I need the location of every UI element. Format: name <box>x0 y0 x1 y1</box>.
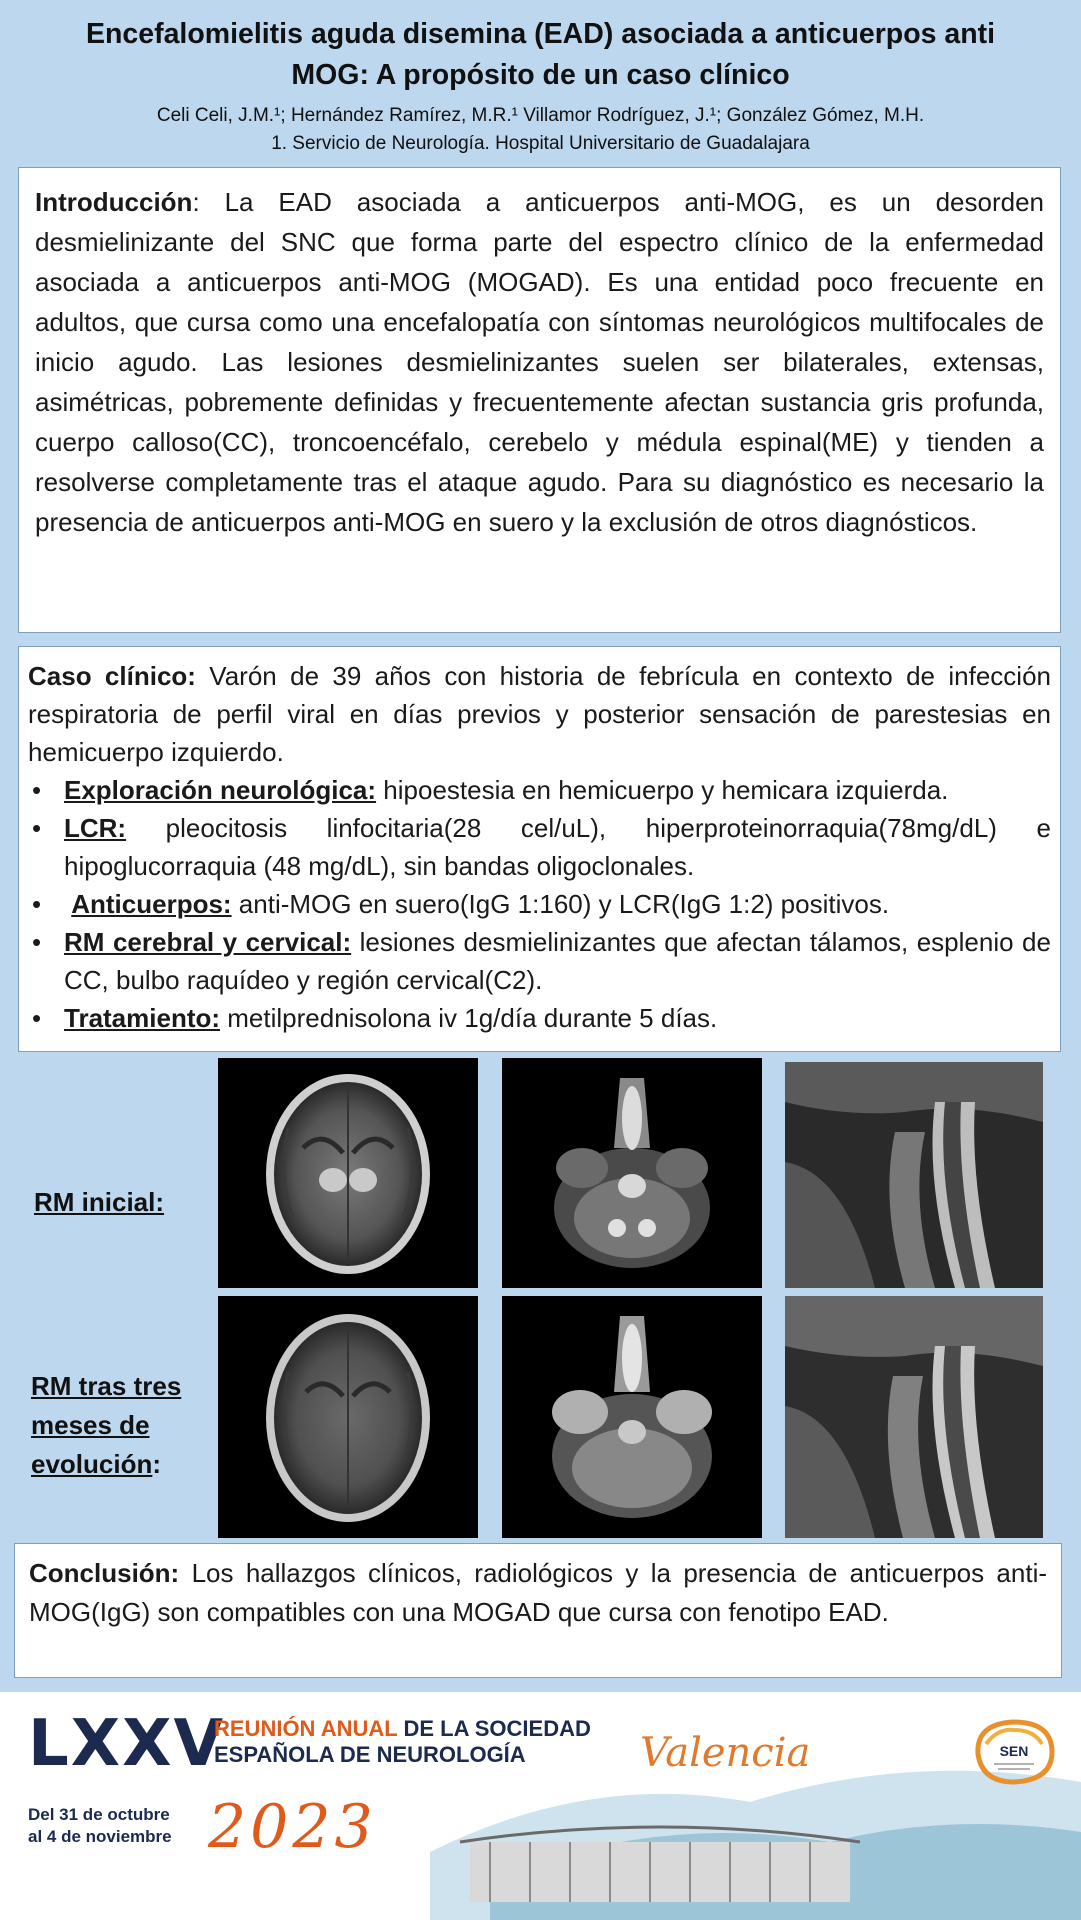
clinical-case-paragraph <box>28 657 1051 771</box>
mri-sagittal-cervical-followup <box>785 1296 1043 1538</box>
item-text: lesiones desmielinizantes que afectan tálamos, esplenio de CC, bulbo raquídeo y región cervical(C2). <box>64 927 1051 995</box>
sen-logo-icon <box>968 1714 1060 1788</box>
list-item <box>28 999 1051 1037</box>
item-label: Anticuerpos: <box>71 889 232 919</box>
meeting-dates: Del 31 de octubre al 4 de noviembre <box>28 1805 172 1846</box>
bullet: • <box>32 889 42 919</box>
mri-followup-label <box>31 1367 181 1484</box>
followup-line-3: evolución <box>31 1449 153 1479</box>
mri-axial-flair-initial <box>218 1058 478 1288</box>
mri-axial-t2-posterior-fossa-followup <box>502 1296 762 1538</box>
conclusion-text: Los hallazgos clínicos, radiológicos y la presencia de anticuerpos anti-MOG(IgG) son compatibles con una MOGAD que cursa con fenotipo EAD. <box>29 1558 1047 1627</box>
list-item <box>28 885 1051 923</box>
poster-title <box>20 14 1061 96</box>
introduction-label: Introducción <box>35 187 193 217</box>
conclusion-box <box>14 1543 1062 1678</box>
meeting-name-highlight: REUNIÓN ANUAL <box>214 1716 398 1741</box>
followup-colon: : <box>152 1449 162 1479</box>
item-text: hipoestesia en hemicuerpo y hemicara izquierda. <box>376 775 949 805</box>
posterior-fossa-image <box>502 1296 762 1538</box>
item-text: anti-MOG en suero(IgG 1:160) y LCR(IgG 1:2) positivos. <box>231 889 890 919</box>
bullet: • <box>32 927 42 957</box>
meeting-name-rest: DE LA SOCIEDAD <box>397 1716 591 1741</box>
edition-number: LXXV <box>28 1707 225 1781</box>
mri-axial-flair-followup <box>218 1296 478 1538</box>
svg-text:SEN: SEN <box>999 1743 1029 1759</box>
title-line-1: Encefalomielitis aguda disemina (EAD) asociada a anticuerpos anti <box>85 18 996 50</box>
cervical-spine-image <box>785 1062 1043 1288</box>
followup-line-1: RM tras tres <box>31 1371 182 1401</box>
cervical-spine-image <box>785 1296 1043 1538</box>
item-label: Exploración neurológica: <box>64 775 377 805</box>
affiliation: 1. Servicio de Neurología. Hospital Universitario de Guadalajara <box>271 133 810 154</box>
introduction-box <box>18 167 1061 633</box>
followup-line-2: meses de <box>31 1410 150 1440</box>
item-label: Tratamiento: <box>64 1003 221 1033</box>
clinical-case-box <box>18 646 1061 1052</box>
item-text: metilprednisolona iv 1g/día durante 5 días. <box>220 1003 718 1033</box>
clinical-case-label: Caso clínico: <box>28 661 196 691</box>
meeting-name <box>214 1716 591 1768</box>
meeting-year: 2023 <box>208 1792 377 1862</box>
list-item <box>28 923 1051 999</box>
bullet: • <box>32 813 42 843</box>
item-label: LCR: <box>64 813 127 843</box>
posterior-fossa-image <box>502 1058 762 1288</box>
brain-axial-image <box>218 1296 478 1538</box>
mri-axial-t2-posterior-fossa-initial <box>502 1058 762 1288</box>
mri-sagittal-cervical-initial <box>785 1062 1043 1288</box>
bullet: • <box>32 1003 42 1033</box>
conclusion-label: Conclusión: <box>29 1558 180 1588</box>
title-line-2: MOG: A propósito de un caso clínico <box>291 59 790 91</box>
clinical-findings-list <box>28 771 1051 1037</box>
conclusion-paragraph <box>29 1554 1047 1632</box>
brain-axial-image <box>218 1058 478 1288</box>
list-item <box>28 809 1051 885</box>
item-text: pleocitosis linfocitaria(28 cel/uL), hiperproteinorraquia(78mg/dL) e hipoglucorraquia (48 mg/dL), sin bandas oligoclonales. <box>64 813 1051 881</box>
authors: Celi Celi, J.M.¹; Hernández Ramírez, M.R.¹ Villamor Rodríguez, J.¹; González Gómez, M.H. <box>156 105 925 126</box>
list-item <box>28 771 1051 809</box>
introduction-paragraph <box>35 182 1044 542</box>
congress-banner <box>0 1692 1081 1920</box>
meeting-city: Valencia <box>640 1730 811 1776</box>
introduction-text: : La EAD asociada a anticuerpos anti-MOG, es un desorden desmielinizante del SNC que forma parte del espectro clínico de la enfermedad asociada a anticuerpos anti-MOG (MOGAD). Es una entidad poco frecuente en adultos, que cursa como una encefalopatía con síntomas neurológicos multifocales de inicio agudo. Las lesiones desmielinizantes suelen ser bilaterales, extensas, asimétricas, pobremente definidas y frecuentemente afectan sustancia gris profunda, cuerpo calloso(CC), troncoencéfalo, cerebelo y médula espinal(ME) y tienden a resolverse completamente tras el ataque agudo. Para su diagnóstico es necesario la presencia de anticuerpos anti-MOG en suero y la exclusión de otros diagnósticos. <box>35 187 1044 537</box>
meeting-name-line-2: ESPAÑOLA DE NEUROLOGÍA <box>214 1742 526 1767</box>
bullet: • <box>32 775 42 805</box>
mri-initial-label: RM inicial: <box>34 1187 165 1217</box>
clinical-case-text: Varón de 39 años con historia de febrícula en contexto de infección respiratoria de perfil viral en días previos y posterior sensación de parestesias en hemicuerpo izquierdo. <box>28 661 1051 767</box>
item-label: RM cerebral y cervical: <box>64 927 352 957</box>
